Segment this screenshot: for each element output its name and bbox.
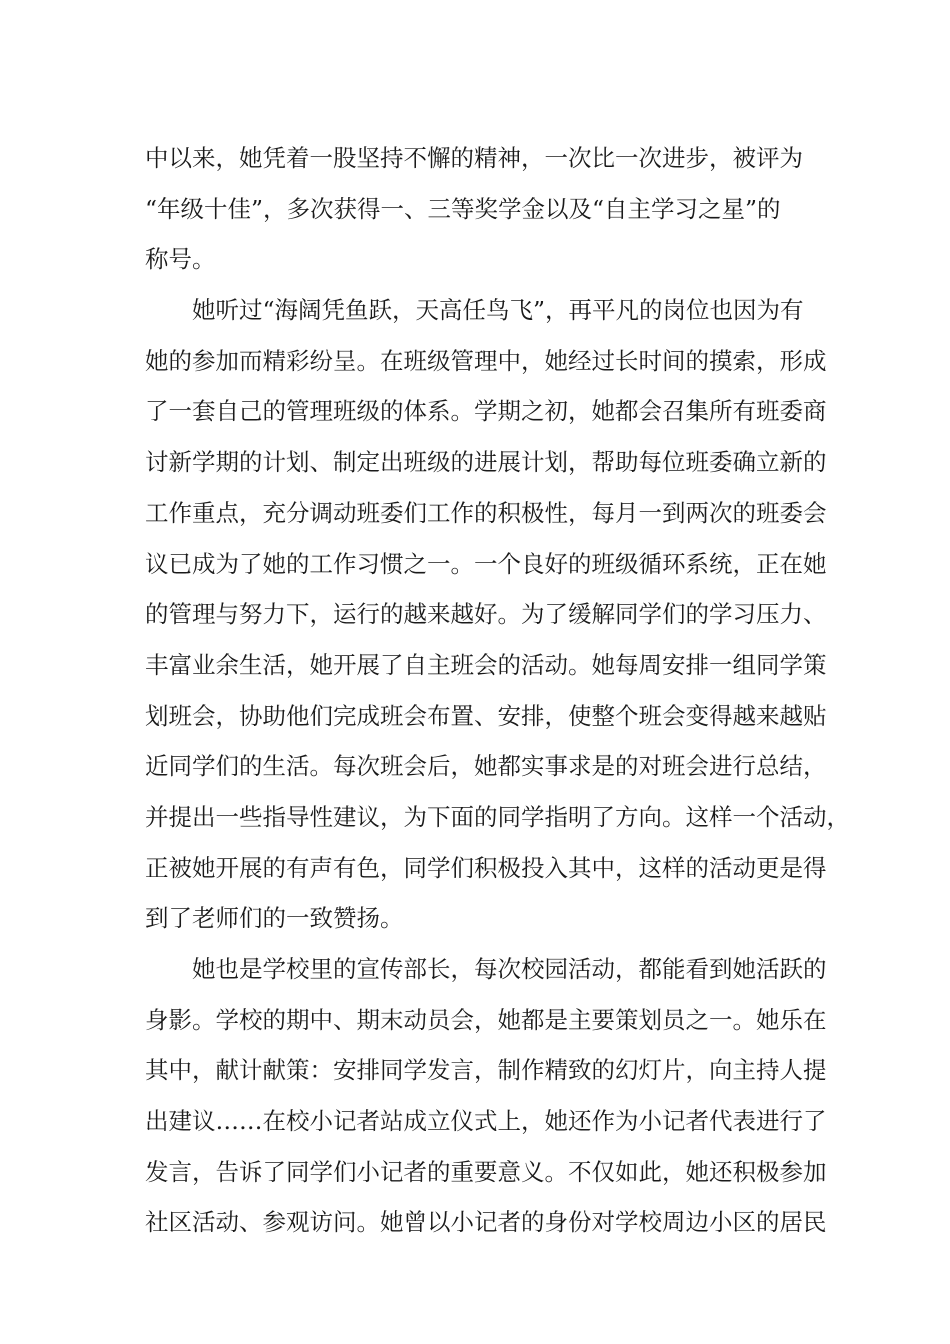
document-body bbox=[145, 133, 850, 1248]
text-line: 中以来，她凭着一股坚持不懈的精神，一次比一次进步，被评为 bbox=[145, 144, 803, 172]
text-line: 并提出一些指导性建议，为下面的同学指明了方向。这样一个活动， bbox=[145, 802, 850, 831]
text-line: 讨新学期的计划、制定出班级的进展计划，帮助每位班委确立新的 bbox=[145, 448, 827, 477]
paragraph-2 bbox=[145, 285, 850, 944]
text-line: 工作重点，充分调动班委们工作的积极性，每月一到两次的班委会 bbox=[145, 498, 827, 527]
paragraph-1 bbox=[145, 133, 835, 285]
text-line: 到了老师们的一致赞扬。 bbox=[145, 904, 404, 933]
text-line: “年级十佳”，多次获得一、三等奖学金以及“自主学习之星”的 bbox=[145, 194, 781, 223]
text-line: 称号。 bbox=[145, 245, 216, 274]
text-line: 身影。学校的期中、期末动员会，她都是主要策划员之一。她乐在 bbox=[145, 1005, 827, 1034]
text-line: 出建议……在校小记者站成立仪式上，她还作为小记者代表进行了 bbox=[145, 1107, 827, 1136]
text-line: 其中，献计献策：安排同学发言，制作精致的幻灯片，向主持人提 bbox=[145, 1056, 827, 1085]
text-line: 了一套自己的管理班级的体系。学期之初，她都会召集所有班委商 bbox=[145, 397, 827, 426]
text-line: 划班会，协助他们完成班会布置、安排，使整个班会变得越来越贴 bbox=[145, 701, 827, 730]
text-line: 正被她开展的有声有色，同学们积极投入其中，这样的活动更是得 bbox=[145, 853, 827, 882]
text-line: 社区活动、参观访问。她曾以小记者的身份对学校周边小区的居民 bbox=[145, 1208, 827, 1237]
text-line: 议已成为了她的工作习惯之一。一个良好的班级循环系统，正在她 bbox=[145, 549, 827, 578]
paragraph-3 bbox=[145, 944, 835, 1248]
text-line: 发言，告诉了同学们小记者的重要意义。不仅如此，她还积极参加 bbox=[145, 1157, 827, 1186]
text-line: 她的参加而精彩纷呈。在班级管理中，她经过长时间的摸索，形成 bbox=[145, 346, 827, 375]
text-line: 丰富业余生活，她开展了自主班会的活动。她每周安排一组同学策 bbox=[145, 650, 827, 679]
text-line: 近同学们的生活。每次班会后，她都实事求是的对班会进行总结， bbox=[145, 752, 827, 781]
text-line: 的管理与努力下，运行的越来越好。为了缓解同学们的学习压力、 bbox=[145, 600, 827, 629]
text-line: 她听过“海阔凭鱼跃，天高任鸟飞”，再平凡的岗位也因为有 bbox=[192, 296, 804, 325]
text-line: 她也是学校里的宣传部长，每次校园活动，都能看到她活跃的 bbox=[192, 955, 827, 983]
